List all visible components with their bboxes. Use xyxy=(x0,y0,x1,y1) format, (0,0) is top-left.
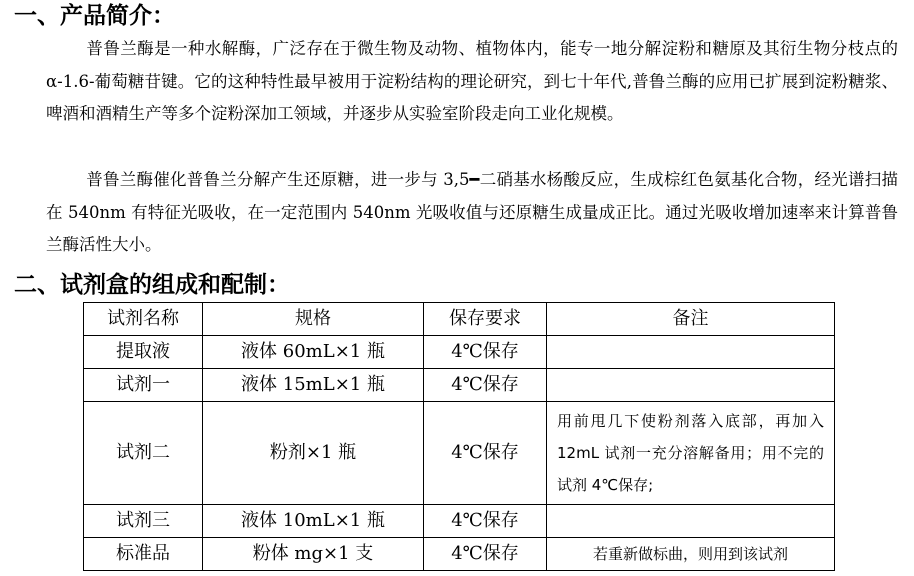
cell-spec: 液体 15mL×1 瓶 xyxy=(203,369,424,402)
cell-spec: 粉剂×1 瓶 xyxy=(203,402,424,505)
cell-name: 提取液 xyxy=(84,336,203,369)
intro-paragraph-1-text: 普鲁兰酶是一种水解酶，广泛存在于微生物及动物、植物体内，能专一地分解淀粉和糖原及其衍生物分枝点的α-1.6-葡萄糖苷键。它的这种特性最早被用于淀粉结构的理论研究，到七十年代,普鲁兰酶的应用已扩展到淀粉糖浆、啤酒和酒精生产等多个淀粉深加工领域，并逐步从实验室阶段走向工业化规模。 xyxy=(46,39,898,123)
table-row xyxy=(84,505,835,538)
section-heading-kit: 二、试剂盒的组成和配制： xyxy=(14,272,290,298)
table-row xyxy=(84,402,835,505)
cell-note xyxy=(547,336,835,369)
cell-storage: 4℃保存 xyxy=(424,369,547,402)
cell-note xyxy=(547,505,835,538)
intro-paragraph-1 xyxy=(46,33,898,131)
cell-note xyxy=(547,369,835,402)
cell-storage: 4℃保存 xyxy=(424,538,547,571)
kit-composition-table xyxy=(83,302,835,571)
cell-spec: 液体 60mL×1 瓶 xyxy=(203,336,424,369)
cell-note: 用前甩几下使粉剂落入底部，再加入 12mL 试剂一充分溶解备用；用不完的试剂 4℃保存; xyxy=(547,402,835,505)
cell-note: 若重新做标曲，则用到该试剂 xyxy=(547,538,835,571)
header-name: 试剂名称 xyxy=(84,303,203,336)
header-spec: 规格 xyxy=(203,303,424,336)
cell-storage: 4℃保存 xyxy=(424,336,547,369)
header-note: 备注 xyxy=(547,303,835,336)
cell-name: 试剂一 xyxy=(84,369,203,402)
cell-name: 试剂三 xyxy=(84,505,203,538)
table-row xyxy=(84,369,835,402)
intro-paragraph-2 xyxy=(46,164,898,262)
cell-name: 标准品 xyxy=(84,538,203,571)
header-storage: 保存要求 xyxy=(424,303,547,336)
table-row xyxy=(84,538,835,571)
cell-spec: 液体 10mL×1 瓶 xyxy=(203,505,424,538)
cell-storage: 4℃保存 xyxy=(424,505,547,538)
table-header-row xyxy=(84,303,835,336)
section-heading-intro: 一、产品简介： xyxy=(14,3,175,29)
cell-name: 试剂二 xyxy=(84,402,203,505)
cell-spec: 粉体 mg×1 支 xyxy=(203,538,424,571)
intro-paragraph-2-text: 普鲁兰酶催化普鲁兰分解产生还原糖，进一步与 3,5━二硝基水杨酸反应，生成棕红色氨基化合物，经光谱扫描在 540nm 有特征光吸收，在一定范围内 540nm 光吸收值与还原糖生成量成正比。通过光吸收增加速率来计算普鲁兰酶活性大小。 xyxy=(46,170,898,254)
cell-storage: 4℃保存 xyxy=(424,402,547,505)
table-row xyxy=(84,336,835,369)
